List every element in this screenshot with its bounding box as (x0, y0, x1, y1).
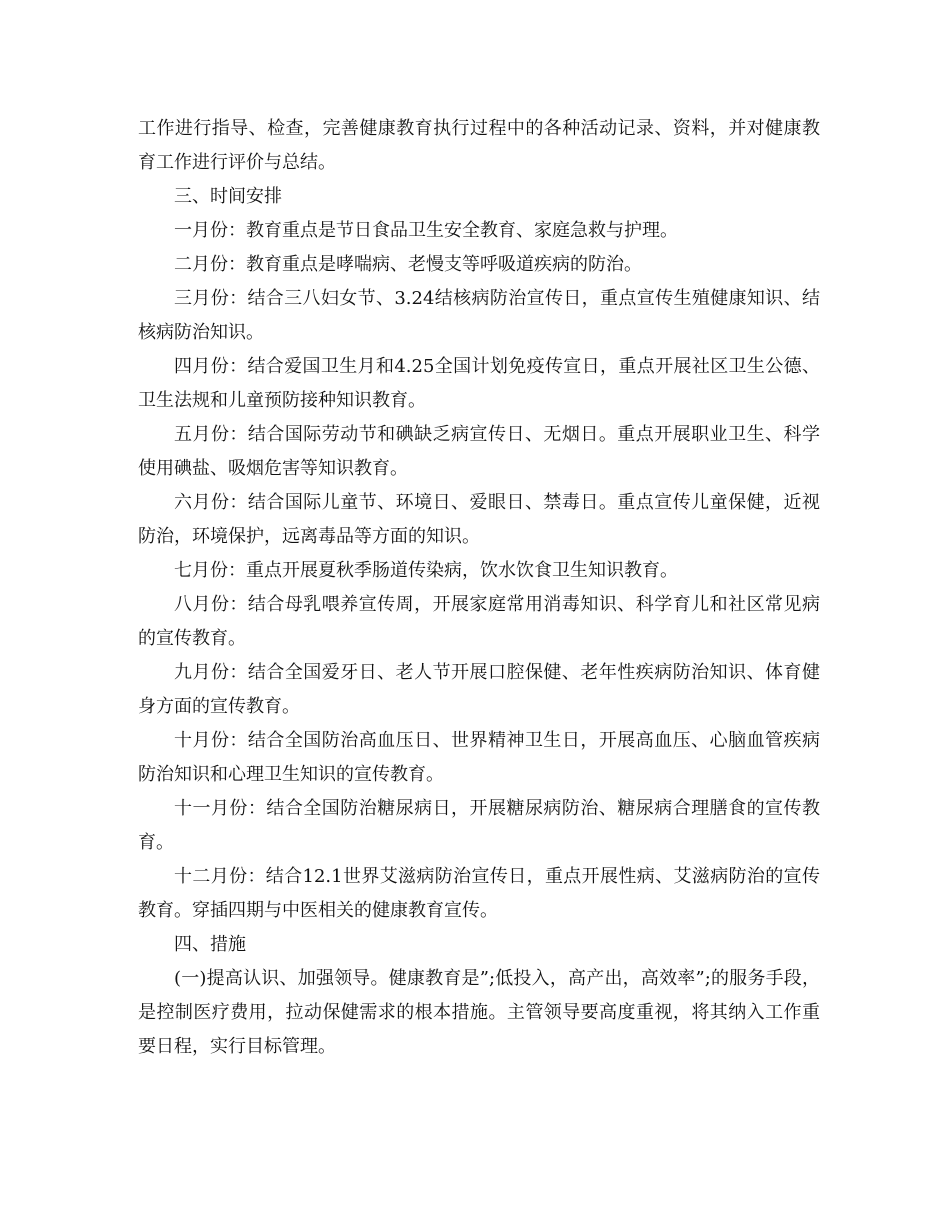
paragraph-february: 二月份：教育重点是哮喘病、老慢支等呼吸道疾病的防治。 (174, 254, 642, 275)
paragraph-measure-one: (一)提高认识、加强领导。健康教育是”;低投入，高产出，高效率”;的服务手段，是控制医疗费用，拉动保健需求的根本措施。主管领导要高度重视，将其纳入工作重要日程，实行目标管理。 (138, 968, 820, 1057)
paragraph-april: 四月份：结合爱国卫生月和4.25全国计划免疫传宣日，重点开展社区卫生公德、卫生法规和儿童预防接种知识教育。 (138, 356, 820, 411)
paragraph-march: 三月份：结合三八妇女节、3.24结核病防治宣传日，重点宣传生殖健康知识、结核病防治知识。 (138, 288, 820, 343)
paragraph-may: 五月份：结合国际劳动节和碘缺乏病宣传日、无烟日。重点开展职业卫生、科学使用碘盐、吸烟危害等知识教育。 (138, 424, 820, 479)
document-body (138, 112, 820, 1064)
paragraph-july: 七月份：重点开展夏秋季肠道传染病，饮水饮食卫生知识教育。 (174, 560, 678, 581)
paragraph-october: 十月份：结合全国防治高血压日、世界精神卫生日，开展高血压、心脑血管疾病防治知识和心理卫生知识的宣传教育。 (138, 730, 820, 785)
paragraph-december: 十二月份：结合12.1世界艾滋病防治宣传日，重点开展性病、艾滋病防治的宣传教育。穿插四期与中医相关的健康教育宣传。 (138, 866, 820, 921)
paragraph-continuation: 工作进行指导、检查，完善健康教育执行过程中的各种活动记录、资料，并对健康教育工作进行评价与总结。 (138, 118, 820, 173)
heading-measures: 四、措施 (174, 934, 246, 955)
paragraph-june: 六月份：结合国际儿童节、环境日、爱眼日、禁毒日。重点宣传儿童保健，近视防治，环境保护，远离毒品等方面的知识。 (138, 492, 820, 547)
paragraph-november: 十一月份：结合全国防治糖尿病日，开展糖尿病防治、糖尿病合理膳食的宣传教育。 (138, 798, 820, 853)
paragraph-january: 一月份：教育重点是节日食品卫生安全教育、家庭急救与护理。 (174, 220, 678, 241)
heading-time-schedule: 三、时间安排 (174, 186, 282, 207)
paragraph-august: 八月份：结合母乳喂养宣传周，开展家庭常用消毒知识、科学育儿和社区常见病的宣传教育。 (138, 594, 820, 649)
paragraph-september: 九月份：结合全国爱牙日、老人节开展口腔保健、老年性疾病防治知识、体育健身方面的宣传教育。 (138, 662, 820, 717)
